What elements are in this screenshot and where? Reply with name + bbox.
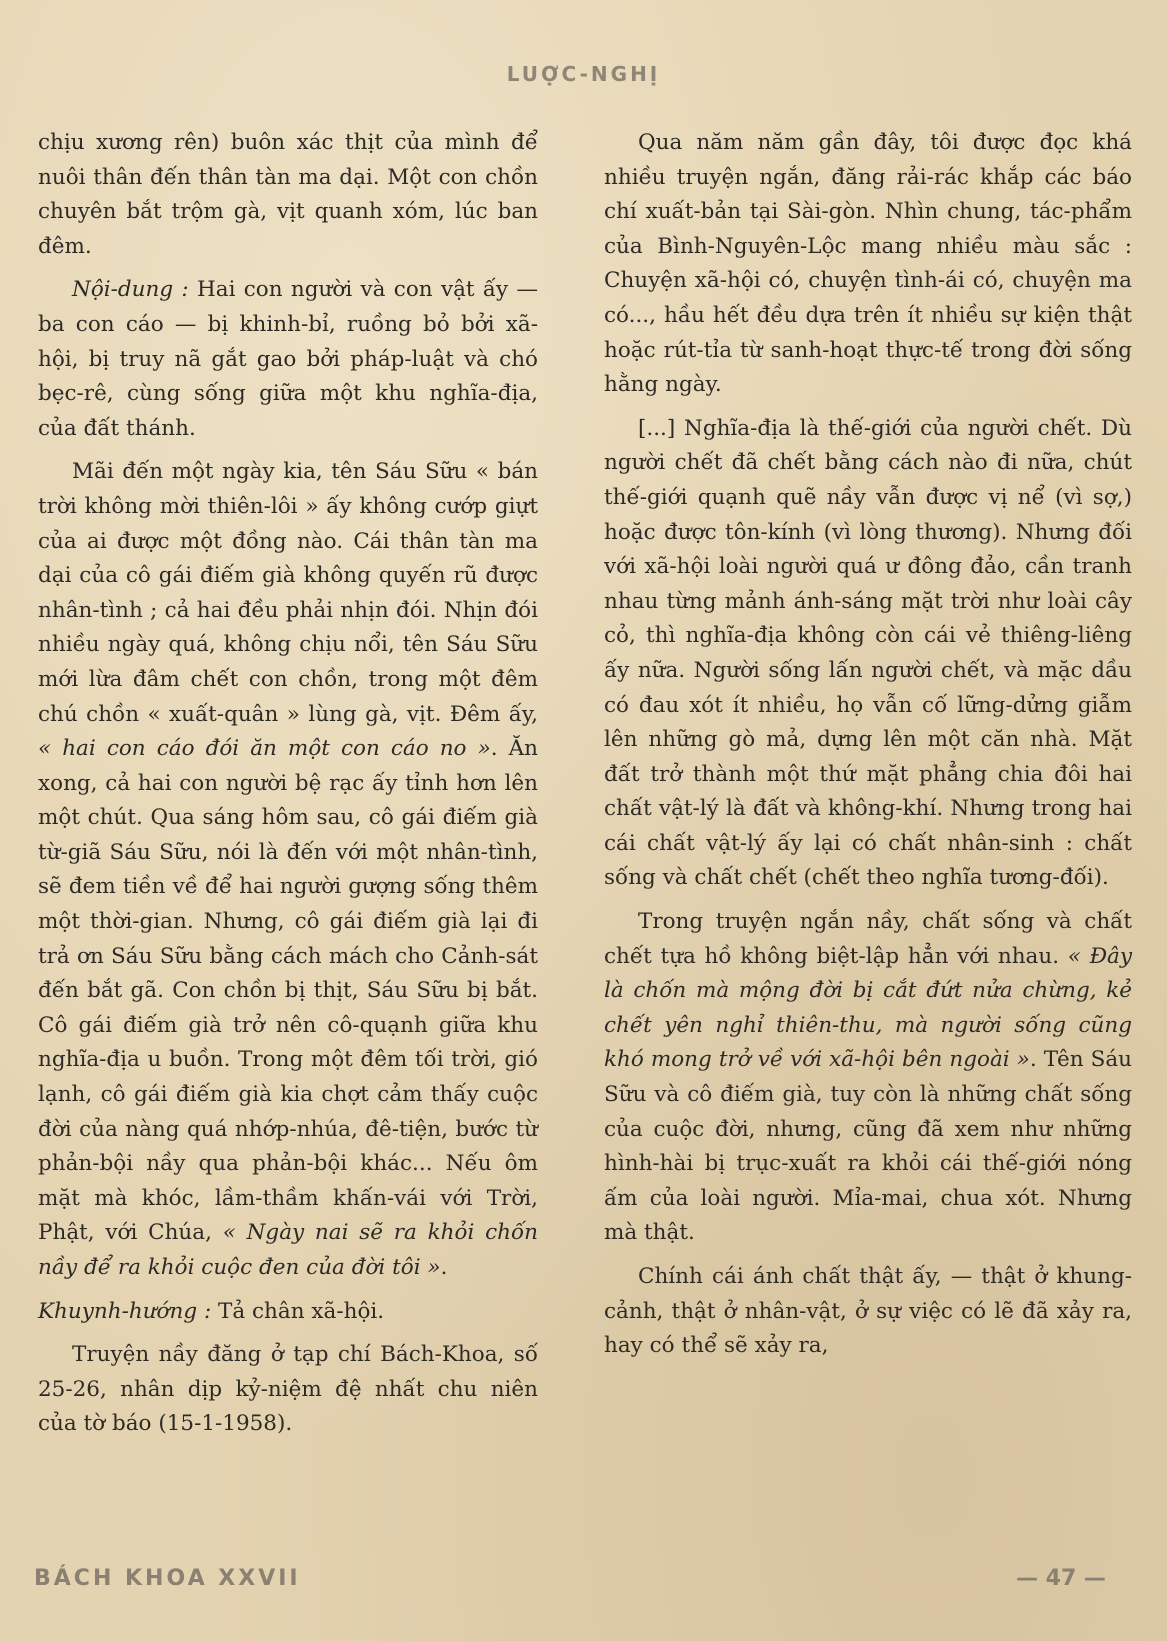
quote: « hai con cáo đói ăn một con cáo no » — [38, 736, 491, 762]
paragraph-quote — [604, 905, 1132, 1251]
quote: « Đây là chốn mà mộng đời bị cắt đứt nửa chừng, kẻ chết yên nghỉ thiên-thu, mà người sống cũng khó mong trở về với xã-hội bên ngoài » — [604, 943, 1133, 1073]
page-number: — 47 — — [1016, 1566, 1106, 1591]
paragraph-text: . Ăn xong, cả hai con người bệ rạc ấy tỉnh hơn lên một chút. Qua sáng hôm sau, cô gái điếm già từ-giã Sáu Sữu, nói là đến với một nhân-tình, sẽ đem tiền về để hai người gượng sống thêm một thời-gian. Nhưng, cô gái điếm già lại đi trả ơn Sáu Sữu bằng cách mách cho Cảnh-sát đến bắt gã. Con chồn bị thịt, Sáu Sữu bị bắt. Cô gái điếm già trở nên cô-quạnh giữa khu nghĩa-địa u buồn. Trong một đêm tối trời, gió lạnh, cô gái điếm già kia chợt cảm thấy cuộc đời của nàng quá nhớp-nhúa, đê-tiện, bước từ phản-bội nầy qua phản-bội khác... Nếu ôm mặt mà khóc, lầm-thầm khấn-vái với Trời, Phật, với Chúa, — [38, 736, 538, 1246]
paragraph-plot — [38, 455, 538, 1285]
paragraph: [...] Nghĩa-địa là thế-giới của người chết. Dù người chết đã chết bằng cách nào đi nữa, chút thế-giới quạnh quẽ nầy vẫn được vị nể (vì sợ,) hoặc được tôn-kính (vì lòng thương). Nhưng đối với xã-hội loài người quá ư đông đảo, cần tranh nhau từng mảnh ánh-sáng mặt trời như loài cây cỏ, thì nghĩa-địa không còn cái vẻ thiêng-liêng ấy nữa. Người sống lấn người chết, và mặc dầu có đau xót ít nhiều, họ vẫn cố lững-dửng giẫm lên những gò mả, dựng lên một căn nhà. Mặt đất trở thành một thứ mặt phẳng chia đôi hai chất vật-lý là đất và không-khí. Nhưng trong hai cái chất vật-lý ấy lại có chất nhân-sinh : chất sống và chất chết (chết theo nghĩa tương-đối). — [604, 415, 1132, 891]
paragraph-text: Tả chân xã-hội. — [211, 1298, 385, 1324]
paragraph: Qua năm năm gần đây, tôi được đọc khá nhiều truyện ngắn, đăng rải-rác khắp các báo chí xuất-bản tại Sài-gòn. Nhìn chung, tác-phẩm của Bình-Nguyên-Lộc mang nhiều màu sắc : Chuyện xã-hội có, chuyện tình-ái có, chuyện ma có..., hầu hết đều dựa trên ít nhiều sự kiện thật hoặc rút-tỉa từ sanh-hoạt thực-tế trong đời sống hằng ngày. — [604, 130, 1132, 398]
running-head: LUỢC-NGHỊ — [506, 62, 661, 86]
paragraph-text: Trong truyện ngắn nầy, chất sống và chất chết tựa hồ không biệt-lập hẳn với nhau. — [604, 909, 1132, 969]
section-label: Khuynh-hướng : — [38, 1298, 212, 1324]
quote: « Ngày nai sẽ ra khỏi chốn nầy để ra khỏi cuộc đen của đời tôi » — [38, 1220, 538, 1280]
paragraph: Truyện nầy đăng ở tạp chí Bách-Khoa, số 25-26, nhân dịp kỷ-niệm đệ nhất chu niên của tờ báo (15-1-1958). — [38, 1342, 538, 1437]
footer-publication: BÁCH KHOA XXVII — [34, 1566, 301, 1591]
paragraph-text: . — [440, 1255, 448, 1280]
paragraph-text: . Tên Sáu Sữu và cô điếm già, tuy còn là những chất sống của cuộc đời, nhưng, cũng đã xem như những hình-hài bị trục-xuất ra khỏi cái thế-giới nóng ấm của loài người. Mỉa-mai, chua xót. Nhưng mà thật. — [604, 1047, 1132, 1246]
section-label: Nội-dung : — [72, 277, 189, 303]
left-column — [38, 126, 538, 1451]
paragraph-text: Hai con người và con vật ấy — ba con cáo — bị khinh-bỉ, ruồng bỏ bởi xã-hội, bị truy nã gắt gao bởi pháp-luật và chó bẹc-rê, cùng sống giữa một khu nghĩa-địa, của đất thánh. — [38, 277, 538, 441]
paragraph-tendency — [38, 1295, 538, 1330]
paragraph-content — [38, 273, 538, 446]
paragraph-text: Mãi đến một ngày kia, tên Sáu Sữu « bán trời không mời thiên-lôi » ấy không cướp giựt của ai được một đồng nào. Cái thân tàn ma dại của cô gái điếm già không quyến rũ được nhân-tình ; cả hai đều phải nhịn đói. Nhịn đói nhiều ngày quá, không chịu nổi, tên Sáu Sữu mới lừa đâm chết con chồn, trong một đêm chú chồn « xuất-quân » lùng gà, vịt. Đêm ấy, — [38, 459, 538, 727]
paragraph: Chính cái ánh chất thật ấy, — thật ở khung-cảnh, thật ở nhân-vật, ở sự việc có lẽ đã xảy ra, hay có thể sẽ xảy ra, — [604, 1264, 1132, 1359]
right-column — [604, 126, 1132, 1373]
paragraph: chịu xương rên) buôn xác thịt của mình để nuôi thân đến thân tàn ma dại. Một con chồn chuyên bắt trộm gà, vịt quanh xóm, lúc ban đêm. — [38, 130, 538, 259]
